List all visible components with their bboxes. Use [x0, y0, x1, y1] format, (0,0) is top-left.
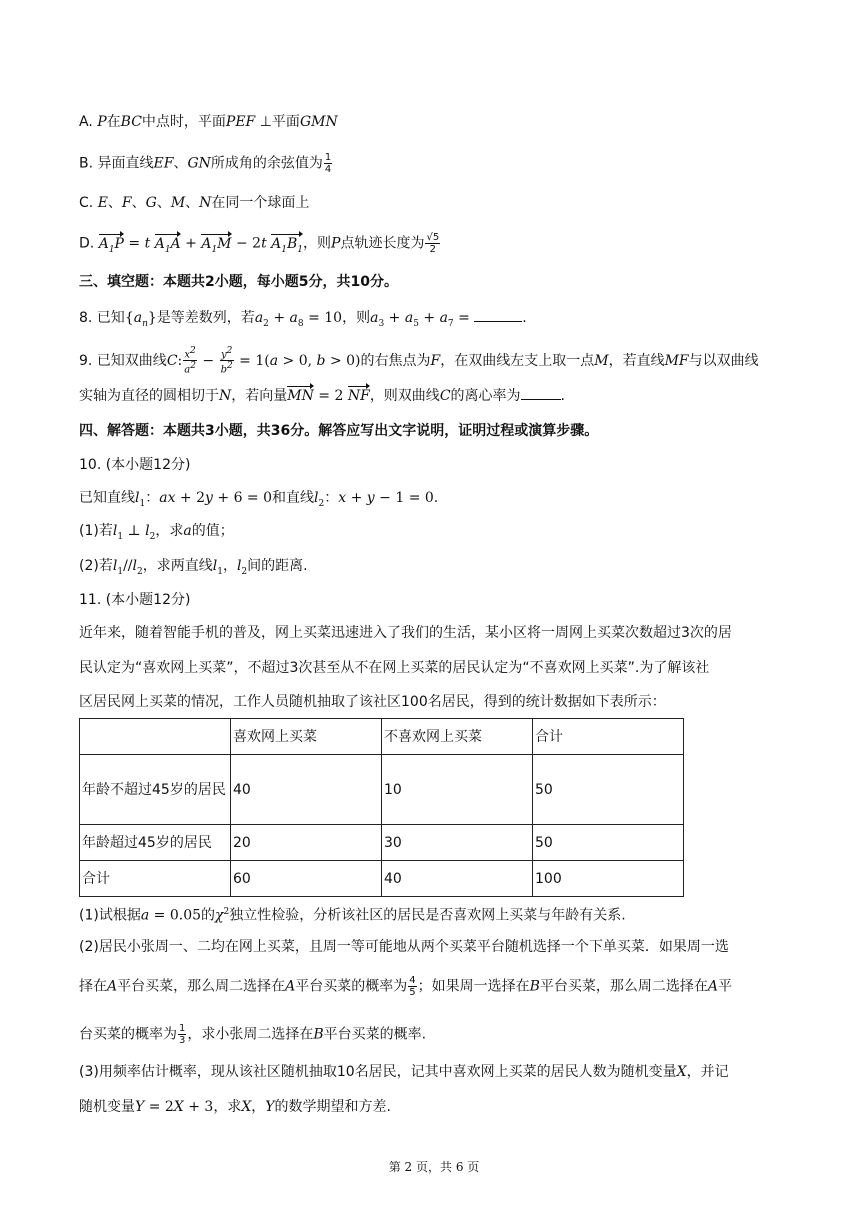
table-row	[80, 825, 684, 861]
table-cell: 合计	[80, 861, 231, 897]
table-cell: 40	[231, 755, 382, 825]
table-cell: 20	[231, 825, 382, 861]
question-11-intro-1: 近年来，随着智能手机的普及，网上买菜迅速进入了我们的生活，某小区将一周网上买菜次数超过3次的居	[79, 625, 732, 641]
section-title-answers: 四、解答题：本题共3小题，共36分。解答应写出文字说明，证明过程或演算步骤。	[79, 423, 599, 439]
question-9-line-2: 实轴为直径的圆相切于N，若向量MN = 2 NF，则双曲线C的离心率为 .	[79, 385, 796, 406]
table-row	[80, 755, 684, 825]
answer-blank	[521, 385, 561, 400]
answer-blank	[474, 307, 522, 322]
table-cell: 10	[382, 755, 533, 825]
table-cell: 30	[382, 825, 533, 861]
table-cell: 50	[533, 755, 684, 825]
question-11-intro-3: 区居民网上买菜的情况，工作人员随机抽取了该社区100名居民，得到的统计数据如下表所示：	[79, 694, 666, 710]
question-11-part-2-line-3: 台买菜的概率为 $\frac{1}{3}$ ，求小张周二选择在B平台买菜的概率.	[79, 1023, 427, 1046]
statistics-table	[79, 718, 684, 897]
table-header-cell	[80, 719, 231, 755]
table-header-row	[80, 719, 684, 755]
question-11-part-2-line-1: (2)居民小张周一、二均在网上买菜，且周一等可能地从两个买菜平台随机选择一个下单买菜．如果周一选	[79, 939, 729, 955]
table-cell: 60	[231, 861, 382, 897]
section-title-fill-in: 三、填空题：本题共2小题，每小题5分，共10分。	[79, 274, 398, 290]
table-cell: 50	[533, 825, 684, 861]
question-11-part-2-line-2: 择在A平台买菜，那么周二选择在A平台买菜的概率为 $\frac{4}{5}$ ；如果周一选择在B平台买菜，那么周二选择在A平	[79, 975, 733, 998]
question-9-line-1: 9. 已知双曲线C: $\frac{x^2}{a^2}$ − $\frac{y^2}{b^2}$ = 1(a > 0, b > 0)的右焦点为F，在双曲线左支上取一点M，若直线MF与以双曲线	[79, 346, 759, 376]
table-cell: 年龄超过45岁的居民	[80, 825, 231, 861]
question-8: 8. 已知$\{a_n\}$是等差数列，若$a_2 + a_8 = 10$，则$a_3 + a_5 + a_7$ = .	[79, 307, 796, 334]
question-11-header: 11. (本小题12分)	[79, 592, 191, 608]
fraction: $\frac{√5}{2}$	[426, 232, 440, 255]
table-cell: 年龄不超过45岁的居民	[80, 755, 231, 825]
table-cell: 40	[382, 861, 533, 897]
question-10-part-1: (1)若$l_1$ ⊥ $l_2$，求a的值；	[79, 523, 234, 542]
question-11-intro-2: 民认定为“喜欢网上买菜”，不超过3次甚至从不在网上买菜的居民认定为“不喜欢网上买菜”.为了解该社	[79, 660, 710, 676]
question-10-part-2: (2)若$l_1//l_2$，求两直线$l_1$，$l_2$间的距离.	[79, 558, 308, 577]
table-row	[80, 861, 684, 897]
table-cell: 100	[533, 861, 684, 897]
option-d: D. $A_1P = t$ $A_1A + A_1M - 2t$ $A_1B_1$，则P点轨迹长度为 $\frac{√5}{2}$	[79, 232, 796, 259]
question-10-header: 10. (本小题12分)	[79, 457, 191, 473]
question-11-part-3-line-2: 随机变量Y = 2X + 3，求X，Y的数学期望和方差.	[79, 1099, 391, 1115]
page-footer: 第 2 页，共 6 页	[388, 1160, 480, 1174]
option-c: C. E、F、G、M、N在同一个球面上	[79, 195, 310, 211]
table-header-cell: 喜欢网上买菜	[231, 719, 382, 755]
question-10-stem: 已知直线$l_1$：ax + 2y + 6 = 0和直线$l_2$：x + y − 1 = 0.	[79, 490, 439, 509]
option-a: A. P在BC中点时，平面PEF ⊥平面GMN	[79, 114, 338, 130]
table-header-cell: 合计	[533, 719, 684, 755]
question-11-part-1: (1)试根据a = 0.05的$\chi^2$独立性检验，分析该社区的居民是否喜欢网上买菜与年龄有关系.	[79, 907, 626, 924]
option-b: B. 异面直线EF、GN所成角的余弦值为 $\frac{1}{4}$	[79, 152, 332, 175]
question-11-part-3-line-1: (3)用频率估计概率，现从该社区随机抽取10名居民，记其中喜欢网上买菜的居民人数为随机变量X，并记	[79, 1064, 729, 1080]
fraction: $\frac{1}{4}$	[324, 152, 332, 175]
table-header-cell: 不喜欢网上买菜	[382, 719, 533, 755]
